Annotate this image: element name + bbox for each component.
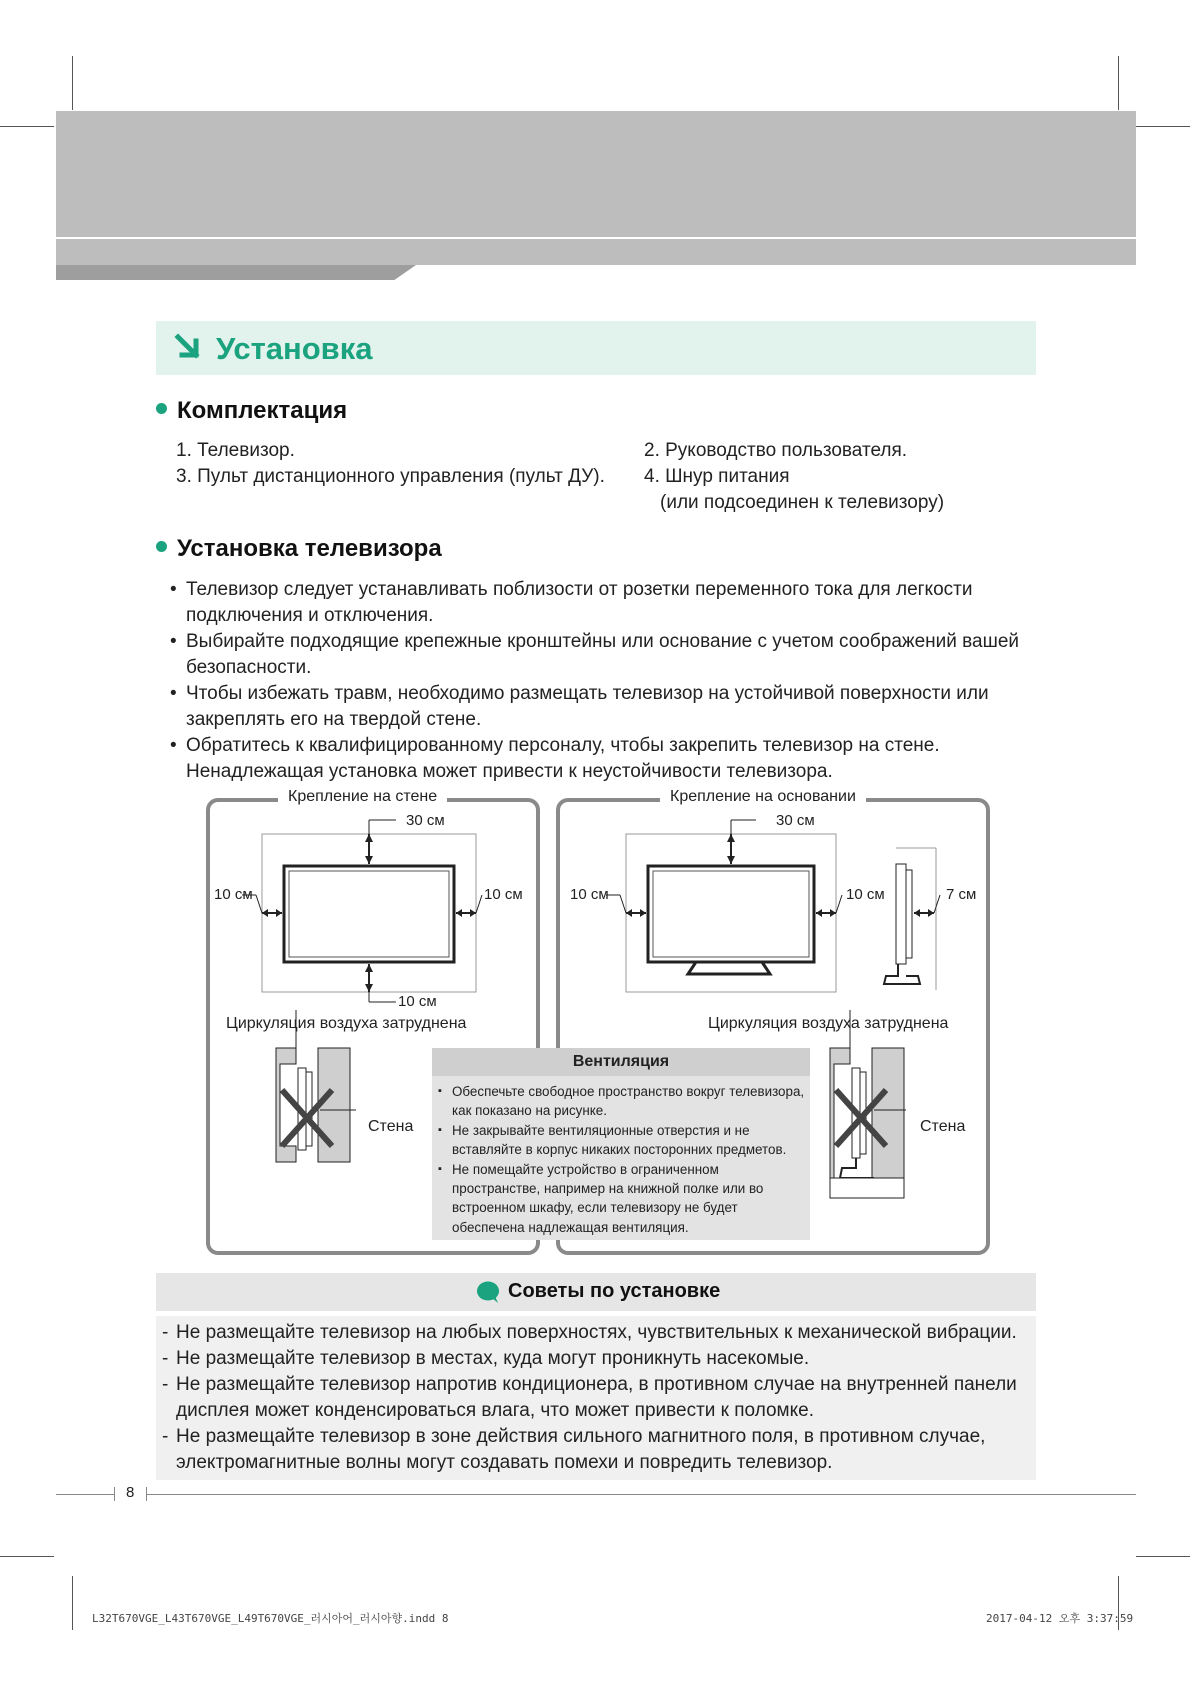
section-title-bar xyxy=(156,321,1036,375)
page-number: 8 xyxy=(126,1484,135,1501)
rear-gap-label: 7 см xyxy=(946,886,977,903)
top-gap-label: 30 см xyxy=(406,812,445,829)
crop-mark xyxy=(0,1556,54,1557)
left-gap-label: 10 см xyxy=(214,886,253,903)
tip-item: - Не размещайте телевизор на любых поверхностях, чувствительных к механической вибрации. xyxy=(162,1320,1032,1346)
crop-mark xyxy=(72,56,73,110)
kit-item-4-note: (или подсоединен к телевизору) xyxy=(660,492,945,513)
wall-mount-title: Крепление на стене xyxy=(278,788,447,806)
ventilation-list xyxy=(438,1082,806,1237)
base-left-gap-label: 10 см xyxy=(570,886,609,903)
footer-rule xyxy=(146,1494,1136,1495)
kit-item-3: 3. Пульт дистанционного управления (пульт ДУ). xyxy=(176,466,605,487)
footer-rule xyxy=(56,1494,114,1495)
base-top-gap-label: 30 см xyxy=(776,812,815,829)
tips-list xyxy=(162,1320,1032,1476)
footer-tick xyxy=(114,1487,115,1501)
right-gap-label: 10 см xyxy=(484,886,523,903)
base-wall-label: Стена xyxy=(920,1118,966,1135)
crop-mark xyxy=(72,1576,73,1630)
crop-mark xyxy=(1136,1556,1190,1557)
install-bullet: • Выбирайте подходящие крепежные кронштейны или основание с учетом соображений вашей безопасности. xyxy=(170,629,1050,681)
header-tab xyxy=(56,265,416,280)
crop-mark xyxy=(1136,126,1190,127)
bullet-dot-icon xyxy=(156,403,167,414)
ventilation-item: ▪ Не закрывайте вентиляционные отверстия и не вставляйте в корпус никаких посторонних предметов. xyxy=(438,1121,806,1160)
tips-header xyxy=(156,1273,1036,1311)
tip-item: - Не размещайте телевизор в местах, куда могут проникнуть насекомые. xyxy=(162,1346,1032,1372)
kit-item-1: 1. Телевизор. xyxy=(176,440,295,461)
bullet-dot-icon xyxy=(156,541,167,552)
base-right-gap-label: 10 см xyxy=(846,886,885,903)
kit-item-4: 4. Шнур питания xyxy=(644,466,790,487)
section-title: Установка xyxy=(216,331,373,366)
slug-date: 2017-04-12 오후 3:37:59 xyxy=(986,1612,1134,1625)
crop-mark xyxy=(1118,56,1119,110)
install-bullet: • Телевизор следует устанавливать поблизости от розетки переменного тока для легкости подключения и отключения. xyxy=(170,577,1050,629)
install-heading: Установка телевизора xyxy=(156,535,442,563)
speech-bubble-icon xyxy=(476,1281,500,1303)
arrow-down-right-icon xyxy=(174,333,202,361)
wall-label: Стена xyxy=(368,1118,414,1135)
tips-body xyxy=(156,1316,1036,1480)
ventilation-item: ▪ Обеспечьте свободное пространство вокруг телевизора, как показано на рисунке. xyxy=(438,1082,806,1121)
airflow-blocked-label: Циркуляция воздуха затруднена xyxy=(226,1015,467,1032)
install-bullets xyxy=(170,577,1050,785)
ventilation-box xyxy=(432,1048,810,1240)
header-band xyxy=(56,111,1136,237)
install-bullet: • Обратитесь к квалифицированному персоналу, чтобы закрепить телевизор на стене. Ненадлежащая установка может привести к неустойчивости телевизора. xyxy=(170,733,1050,785)
crop-mark xyxy=(0,126,54,127)
ventilation-item: ▪ Не помещайте устройство в ограниченном пространстве, например на книжной полке или во встроенном шкафу, если телевизору не будет обеспечена надлежащая вентиляция. xyxy=(438,1160,806,1238)
kit-heading: Комплектация xyxy=(156,397,347,425)
bottom-gap-label: 10 см xyxy=(398,993,437,1010)
base-mount-title: Крепление на основании xyxy=(660,788,866,806)
install-bullet: • Чтобы избежать травм, необходимо размещать телевизор на устойчивой поверхности или закреплять его на твердой стене. xyxy=(170,681,1050,733)
tip-item: - Не размещайте телевизор в зоне действия сильного магнитного поля, в противном случае, электромагнитные волны могут создавать помехи и повредить телевизор. xyxy=(162,1424,1032,1476)
header-subband xyxy=(56,239,1136,265)
tip-item: - Не размещайте телевизор напротив кондиционера, в противном случае на внутренней панели дисплея может конденсироваться влага, что может привести к поломке. xyxy=(162,1372,1032,1424)
base-airflow-blocked-label: Циркуляция воздуха затруднена xyxy=(708,1015,949,1032)
slug-file: L32T670VGE_L43T670VGE_L49T670VGE_러시아어_러시아향.indd 8 xyxy=(92,1612,449,1625)
tips-heading: Советы по установке xyxy=(508,1280,721,1302)
kit-item-2: 2. Руководство пользователя. xyxy=(644,440,908,461)
ventilation-heading: Вентиляция xyxy=(432,1048,810,1076)
